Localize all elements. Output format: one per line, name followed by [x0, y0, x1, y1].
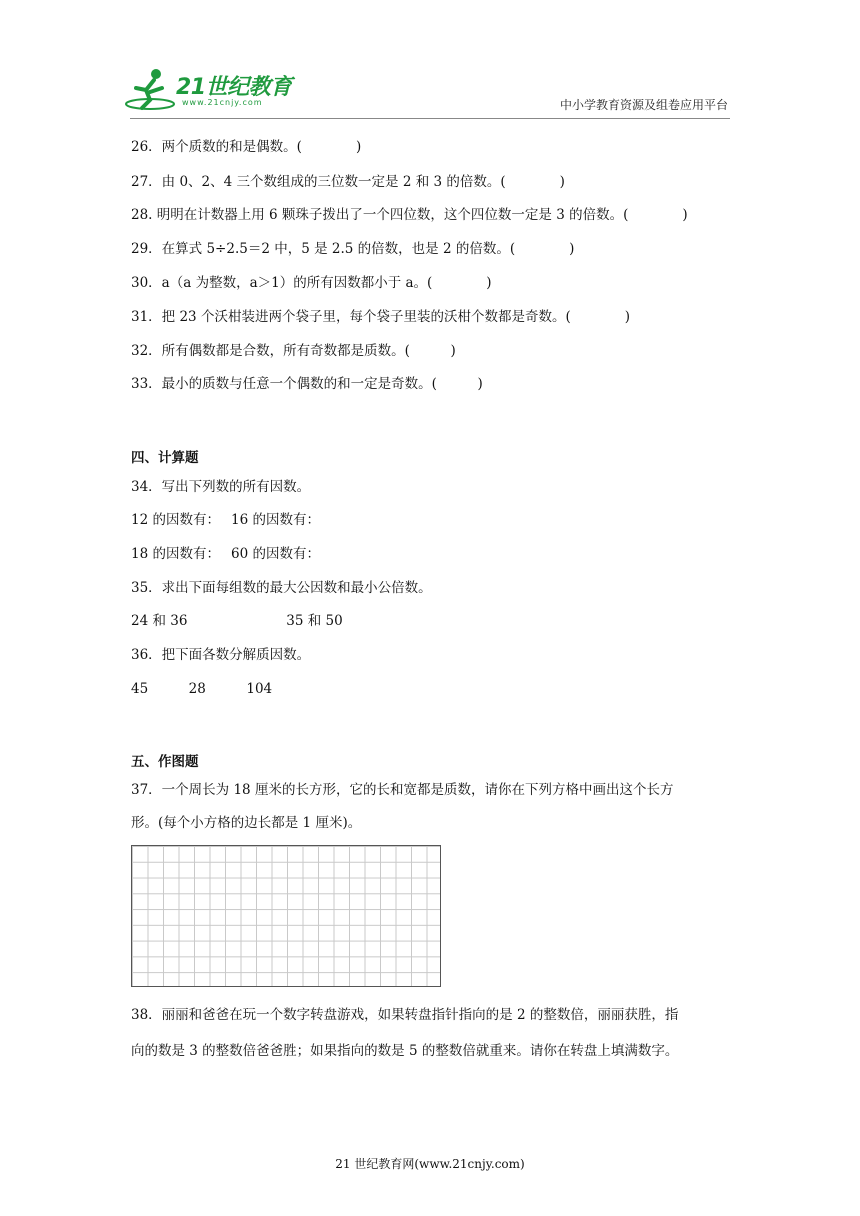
question-38-line1: 38．丽丽和爸爸在玩一个数字转盘游戏，如果转盘指针指向的是 2 的整数倍，丽丽获胜，指: [131, 1007, 679, 1023]
logo-text: 21世纪教育: [176, 75, 292, 100]
question-33: 33．最小的质数与任意一个偶数的和一定是奇数。( ): [131, 376, 483, 392]
question-31: 31．把 23 个沃柑装进两个袋子里，每个袋子里装的沃柑个数都是奇数。( ): [131, 309, 630, 325]
question-37-line1: 37．一个周长为 18 厘米的长方形，它的长和宽都是质数，请你在下列方格中画出这个长方: [131, 782, 674, 798]
question-34: 34．写出下列数的所有因数。: [131, 479, 311, 495]
question-36-row: 45 28 104: [131, 681, 273, 697]
question-38-line2: 向的数是 3 的整数倍爸爸胜；如果指向的数是 5 的整数倍就重来。请你在转盘上填满数字。: [131, 1043, 679, 1059]
question-36: 36．把下面各数分解质因数。: [131, 647, 311, 663]
question-30: 30．a（a 为整数，a＞1）的所有因数都小于 a。( ): [131, 275, 492, 291]
question-28: 28. 明明在计数器上用 6 颗珠子拨出了一个四位数，这个四位数一定是 3 的倍数。( ): [131, 207, 688, 223]
question-35: 35．求出下面每组数的最大公因数和最小公倍数。: [131, 580, 432, 596]
question-35-row: 24 和 36 35 和 50: [131, 613, 343, 629]
logo-url: www.21cnjy.com: [182, 98, 263, 107]
section-title-calculation: 四、计算题: [131, 450, 199, 466]
platform-name: 中小学教育资源及组卷应用平台: [559, 98, 728, 112]
question-37-line2: 形。(每个小方格的边长都是 1 厘米)。: [131, 815, 362, 831]
page-footer: 21 世纪教育网(www.21cnjy.com): [335, 1157, 525, 1171]
header-divider: [130, 118, 730, 119]
question-34-row2: 18 的因数有： 60 的因数有：: [131, 546, 320, 562]
question-32: 32．所有偶数都是合数，所有奇数都是质数。( ): [131, 343, 456, 359]
square-grid[interactable]: [131, 845, 441, 987]
runner-logo-icon: [124, 68, 176, 114]
section-title-drawing: 五、作图题: [131, 754, 199, 770]
question-29: 29．在算式 5÷2.5＝2 中，5 是 2.5 的倍数，也是 2 的倍数。( ): [131, 241, 575, 257]
question-27: 27．由 0、2、4 三个数组成的三位数一定是 2 和 3 的倍数。( ): [131, 174, 565, 190]
site-logo: [124, 68, 294, 114]
question-26: 26．两个质数的和是偶数。( ): [131, 139, 362, 155]
question-34-row1: 12 的因数有： 16 的因数有：: [131, 512, 320, 528]
